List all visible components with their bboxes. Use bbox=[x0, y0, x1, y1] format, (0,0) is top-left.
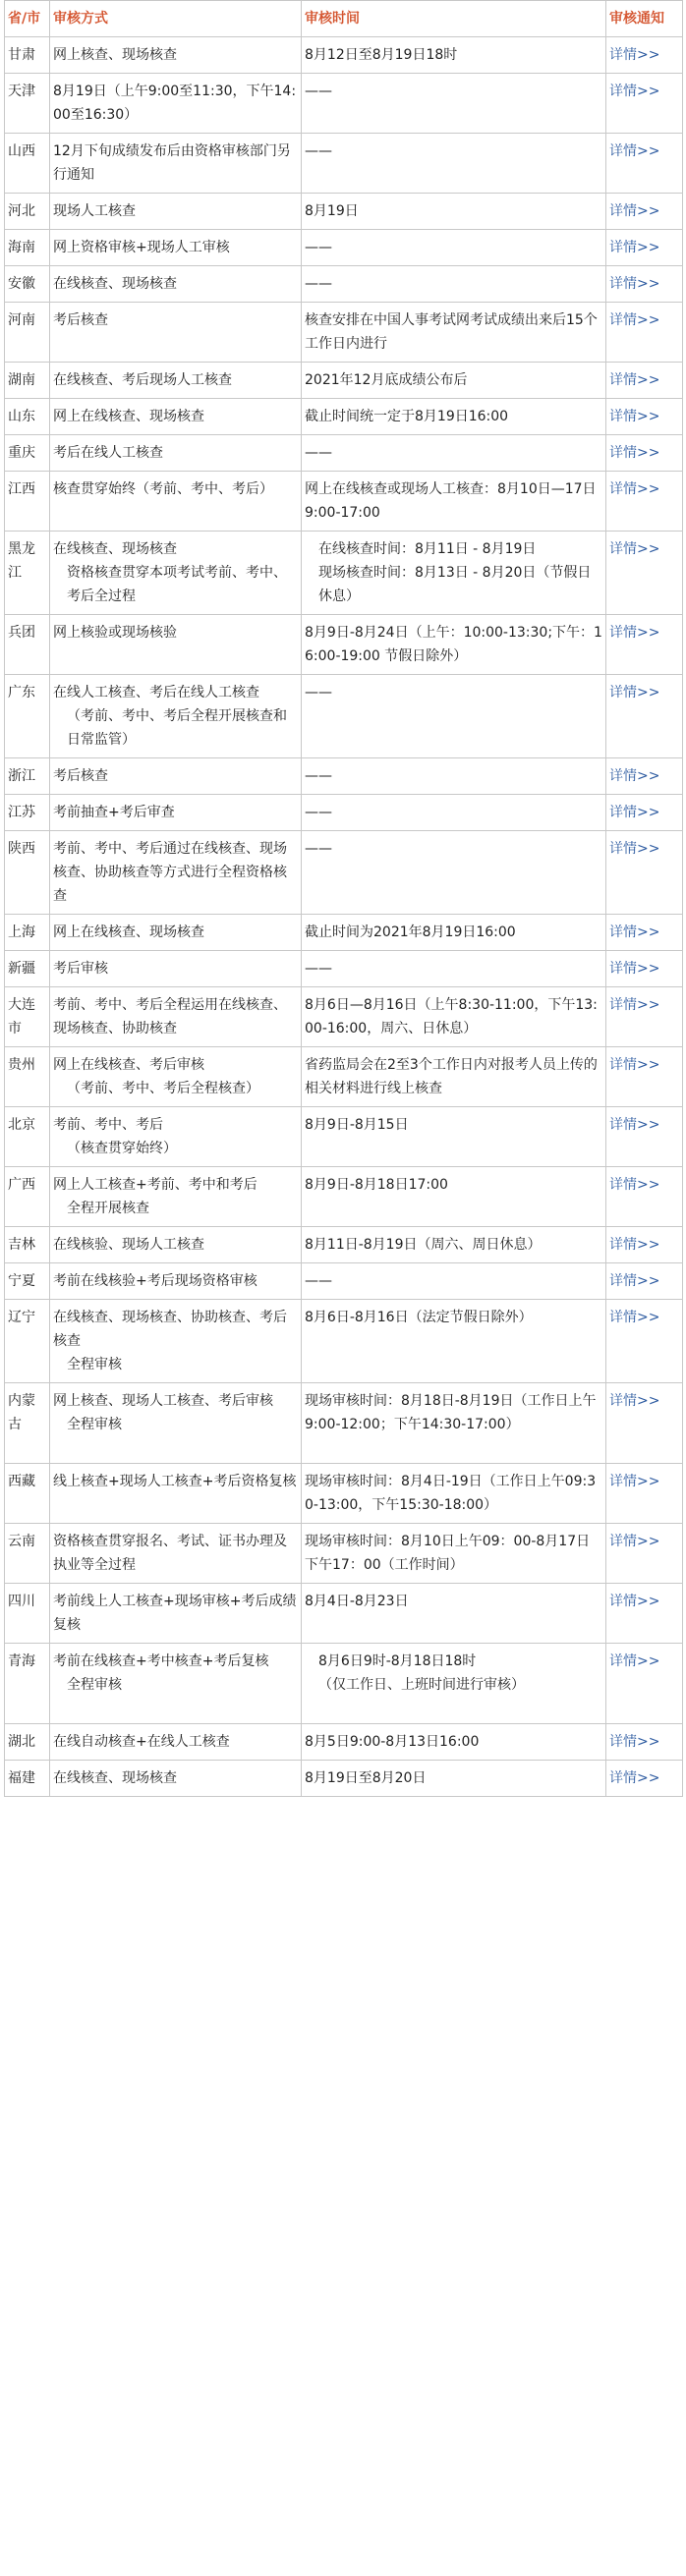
province-cell: 山东 bbox=[5, 399, 50, 435]
time-line: —— bbox=[305, 240, 332, 255]
method-line: （考前、考中、考后全程核查） bbox=[67, 1081, 259, 1096]
time-line: 8月9日-8月15日 bbox=[305, 1117, 409, 1133]
notice-cell bbox=[606, 1227, 683, 1263]
province-cell: 福建 bbox=[5, 1761, 50, 1797]
notice-cell bbox=[606, 230, 683, 266]
time-line: 省药监局会在2至3个工作日内对报考人员上传的相关材料进行线上核查 bbox=[305, 1057, 598, 1096]
time-cell bbox=[302, 951, 606, 987]
details-link[interactable]: 详情>> bbox=[609, 203, 660, 219]
details-link[interactable]: 详情>> bbox=[609, 372, 660, 388]
time-cell bbox=[302, 915, 606, 951]
header-notice: 审核通知 bbox=[606, 1, 683, 37]
details-link[interactable]: 详情>> bbox=[609, 997, 660, 1013]
time-line: —— bbox=[305, 685, 332, 700]
province-cell: 西藏 bbox=[5, 1464, 50, 1524]
province-cell: 青海 bbox=[5, 1644, 50, 1724]
notice-cell bbox=[606, 1167, 683, 1227]
method-line: 网上在线核查、考后审核 bbox=[53, 1057, 204, 1073]
province-cell: 吉林 bbox=[5, 1227, 50, 1263]
province-cell: 云南 bbox=[5, 1524, 50, 1584]
method-line: 网上在线核查、现场核查 bbox=[53, 409, 204, 424]
time-line: 核查安排在中国人事考试网考试成绩出来后15个工作日内进行 bbox=[305, 312, 598, 352]
method-cell bbox=[50, 915, 302, 951]
province-cell: 新疆 bbox=[5, 951, 50, 987]
details-link[interactable]: 详情>> bbox=[609, 312, 660, 328]
time-cell bbox=[302, 1167, 606, 1227]
province-cell: 湖南 bbox=[5, 363, 50, 399]
time-cell bbox=[302, 1724, 606, 1761]
details-link[interactable]: 详情>> bbox=[609, 1594, 660, 1609]
time-cell bbox=[302, 532, 606, 615]
table-row bbox=[5, 134, 683, 194]
time-cell bbox=[302, 615, 606, 675]
province-cell: 天津 bbox=[5, 74, 50, 134]
notice-cell bbox=[606, 266, 683, 303]
time-line: 8月9日-8月24日（上午：10:00-13:30;下午：16:00-19:00 节假日除外） bbox=[305, 625, 602, 664]
method-line: 在线核查、考后现场人工核查 bbox=[53, 372, 232, 388]
time-cell bbox=[302, 1383, 606, 1464]
method-line: 在线核查、现场核查 bbox=[53, 1770, 177, 1786]
details-link[interactable]: 详情>> bbox=[609, 1734, 660, 1750]
table-row bbox=[5, 1167, 683, 1227]
method-line: 8月19日（上午9:00至11:30，下午14:00至16:30） bbox=[53, 84, 297, 123]
province-cell: 江苏 bbox=[5, 795, 50, 831]
method-line: 全程开展核查 bbox=[67, 1201, 149, 1216]
time-line: 现场审核时间：8月18日-8月19日（工作日上午9:00-12:00；下午14:30-17:00） bbox=[305, 1393, 597, 1432]
time-cell bbox=[302, 37, 606, 74]
details-link[interactable]: 详情>> bbox=[609, 240, 660, 255]
table-row bbox=[5, 1644, 683, 1724]
time-line: 现场核查时间：8月13日 - 8月20日（节假日休息） bbox=[318, 565, 592, 604]
method-cell bbox=[50, 1761, 302, 1797]
details-link[interactable]: 详情>> bbox=[609, 625, 660, 641]
province-cell: 黑龙江 bbox=[5, 532, 50, 615]
method-cell bbox=[50, 303, 302, 363]
table-row bbox=[5, 1383, 683, 1464]
method-cell bbox=[50, 194, 302, 230]
table-row bbox=[5, 532, 683, 615]
table-row bbox=[5, 987, 683, 1047]
table-header-row bbox=[5, 1, 683, 37]
notice-cell bbox=[606, 74, 683, 134]
method-line: 网上在线核查、现场核查 bbox=[53, 924, 204, 940]
notice-cell bbox=[606, 831, 683, 915]
table-row bbox=[5, 1047, 683, 1107]
time-cell bbox=[302, 831, 606, 915]
method-cell bbox=[50, 1584, 302, 1644]
province-cell: 兵团 bbox=[5, 615, 50, 675]
details-link[interactable]: 详情>> bbox=[609, 1237, 660, 1253]
method-line: 全程审核 bbox=[67, 1677, 122, 1693]
time-cell bbox=[302, 74, 606, 134]
details-link[interactable]: 详情>> bbox=[609, 276, 660, 292]
province-cell: 山西 bbox=[5, 134, 50, 194]
table-row bbox=[5, 230, 683, 266]
table-row bbox=[5, 1584, 683, 1644]
method-line: 线上核查+现场人工核查+考后资格复核 bbox=[53, 1474, 297, 1489]
details-link[interactable]: 详情>> bbox=[609, 924, 660, 940]
time-cell bbox=[302, 1644, 606, 1724]
table-row bbox=[5, 37, 683, 74]
method-line: 考前、考中、考后全程运用在线核查、现场核查、协助核查 bbox=[53, 997, 287, 1036]
time-line: 网上在线核查或现场人工核查：8月10日—17日9:00-17:00 bbox=[305, 481, 597, 521]
time-line: 8月6日-8月16日（法定节假日除外） bbox=[305, 1310, 533, 1325]
details-link[interactable]: 详情>> bbox=[609, 445, 660, 461]
method-line: 考前在线核查+考中核查+考后复核 bbox=[53, 1653, 269, 1669]
time-line: —— bbox=[305, 84, 332, 99]
method-cell bbox=[50, 1263, 302, 1300]
method-cell bbox=[50, 795, 302, 831]
notice-cell bbox=[606, 194, 683, 230]
method-cell bbox=[50, 363, 302, 399]
method-line: 考前抽查+考后审查 bbox=[53, 805, 175, 820]
notice-cell bbox=[606, 1047, 683, 1107]
method-line: 网上人工核查+考前、考中和考后 bbox=[53, 1177, 257, 1193]
table-row bbox=[5, 831, 683, 915]
details-link[interactable]: 详情>> bbox=[609, 768, 660, 784]
method-cell bbox=[50, 1464, 302, 1524]
time-line: —— bbox=[305, 961, 332, 977]
time-cell bbox=[302, 399, 606, 435]
notice-cell bbox=[606, 1644, 683, 1724]
details-link[interactable]: 详情>> bbox=[609, 1534, 660, 1549]
table-row bbox=[5, 675, 683, 758]
table-row bbox=[5, 758, 683, 795]
method-line: （考前、考中、考后全程开展核查和日常监管） bbox=[67, 708, 287, 748]
time-line: 在线核查时间：8月11日 - 8月19日 bbox=[318, 541, 537, 557]
notice-cell bbox=[606, 675, 683, 758]
method-line: 在线人工核查、考后在线人工核查 bbox=[53, 685, 259, 700]
time-line: 8月11日-8月19日（周六、周日休息） bbox=[305, 1237, 542, 1253]
details-link[interactable]: 详情>> bbox=[609, 805, 660, 820]
table-row bbox=[5, 1464, 683, 1524]
table-row bbox=[5, 1227, 683, 1263]
method-cell bbox=[50, 74, 302, 134]
details-link[interactable]: 详情>> bbox=[609, 1117, 660, 1133]
province-cell: 内蒙古 bbox=[5, 1383, 50, 1464]
notice-cell bbox=[606, 758, 683, 795]
table-row bbox=[5, 266, 683, 303]
province-cell: 贵州 bbox=[5, 1047, 50, 1107]
method-cell bbox=[50, 1167, 302, 1227]
details-link[interactable]: 详情>> bbox=[609, 1310, 660, 1325]
time-cell bbox=[302, 1263, 606, 1300]
method-line: 考后核查 bbox=[53, 768, 108, 784]
method-cell bbox=[50, 435, 302, 472]
method-cell bbox=[50, 987, 302, 1047]
notice-cell bbox=[606, 134, 683, 194]
time-cell bbox=[302, 230, 606, 266]
details-link[interactable]: 详情>> bbox=[609, 47, 660, 63]
method-line: 在线核验、现场人工核查 bbox=[53, 1237, 204, 1253]
time-cell bbox=[302, 435, 606, 472]
time-cell bbox=[302, 1300, 606, 1383]
table-row bbox=[5, 915, 683, 951]
table-row bbox=[5, 399, 683, 435]
method-line: 在线自动核查+在线人工核查 bbox=[53, 1734, 230, 1750]
time-line: —— bbox=[305, 1273, 332, 1289]
province-cell: 上海 bbox=[5, 915, 50, 951]
method-line: 网上核查、现场核查 bbox=[53, 47, 177, 63]
time-cell bbox=[302, 758, 606, 795]
time-cell bbox=[302, 194, 606, 230]
method-cell bbox=[50, 399, 302, 435]
notice-cell bbox=[606, 1464, 683, 1524]
details-link[interactable]: 详情>> bbox=[609, 685, 660, 700]
time-line: （仅工作日、上班时间进行审核） bbox=[318, 1677, 525, 1693]
method-line: 资格核查贯穿本项考试考前、考中、考后全过程 bbox=[67, 565, 287, 604]
notice-cell bbox=[606, 987, 683, 1047]
details-link[interactable]: 详情>> bbox=[609, 1273, 660, 1289]
province-cell: 辽宁 bbox=[5, 1300, 50, 1383]
method-line: 网上核验或现场核验 bbox=[53, 625, 177, 641]
method-cell bbox=[50, 1107, 302, 1167]
time-line: —— bbox=[305, 841, 332, 857]
table-row bbox=[5, 1107, 683, 1167]
method-line: 全程审核 bbox=[67, 1357, 122, 1372]
method-line: 12月下旬成绩发布后由资格审核部门另行通知 bbox=[53, 143, 291, 183]
details-link[interactable]: 详情>> bbox=[609, 1474, 660, 1489]
notice-cell bbox=[606, 615, 683, 675]
method-line: 考前、考中、考后通过在线核查、现场核查、协助核查等方式进行全程资格核查 bbox=[53, 841, 287, 904]
time-cell bbox=[302, 1524, 606, 1584]
time-cell bbox=[302, 134, 606, 194]
table-row bbox=[5, 951, 683, 987]
province-cell: 浙江 bbox=[5, 758, 50, 795]
details-link[interactable]: 详情>> bbox=[609, 1653, 660, 1669]
header-method: 审核方式 bbox=[50, 1, 302, 37]
time-line: 现场审核时间：8月4日-19日（工作日上午09:30-13:00，下午15:30-18:00） bbox=[305, 1474, 597, 1513]
time-cell bbox=[302, 1464, 606, 1524]
notice-cell bbox=[606, 1724, 683, 1761]
details-link[interactable]: 详情>> bbox=[609, 1177, 660, 1193]
method-cell bbox=[50, 1383, 302, 1464]
details-link[interactable]: 详情>> bbox=[609, 841, 660, 857]
table-row bbox=[5, 363, 683, 399]
province-cell: 陕西 bbox=[5, 831, 50, 915]
time-cell bbox=[302, 266, 606, 303]
time-line: 8月6日—8月16日（上午8:30-11:00，下午13:00-16:00，周六、日休息） bbox=[305, 997, 598, 1036]
notice-cell bbox=[606, 532, 683, 615]
province-cell: 河北 bbox=[5, 194, 50, 230]
method-cell bbox=[50, 831, 302, 915]
notice-cell bbox=[606, 399, 683, 435]
notice-cell bbox=[606, 435, 683, 472]
table-row bbox=[5, 1761, 683, 1797]
time-line: 2021年12月底成绩公布后 bbox=[305, 372, 468, 388]
time-line: 8月12日至8月19日18时 bbox=[305, 47, 458, 63]
table-row bbox=[5, 303, 683, 363]
notice-cell bbox=[606, 1263, 683, 1300]
time-cell bbox=[302, 987, 606, 1047]
table-row bbox=[5, 1263, 683, 1300]
time-line: 8月5日9:00-8月13日16:00 bbox=[305, 1734, 480, 1750]
province-cell: 广西 bbox=[5, 1167, 50, 1227]
notice-cell bbox=[606, 951, 683, 987]
method-cell bbox=[50, 1724, 302, 1761]
method-cell bbox=[50, 758, 302, 795]
notice-cell bbox=[606, 1761, 683, 1797]
notice-cell bbox=[606, 915, 683, 951]
time-line: 截止时间统一定于8月19日16:00 bbox=[305, 409, 509, 424]
time-line: —— bbox=[305, 276, 332, 292]
method-line: 核查贯穿始终（考前、考中、考后） bbox=[53, 481, 273, 497]
notice-cell bbox=[606, 1584, 683, 1644]
time-cell bbox=[302, 363, 606, 399]
method-line: 在线核查、现场核查 bbox=[53, 276, 177, 292]
method-cell bbox=[50, 230, 302, 266]
table-body bbox=[5, 37, 683, 1797]
time-line: —— bbox=[305, 143, 332, 159]
method-line: 考后审核 bbox=[53, 961, 108, 977]
method-line: 全程审核 bbox=[67, 1417, 122, 1432]
table-row bbox=[5, 472, 683, 532]
method-line: 考后核查 bbox=[53, 312, 108, 328]
table-row bbox=[5, 435, 683, 472]
method-cell bbox=[50, 1047, 302, 1107]
notice-cell bbox=[606, 795, 683, 831]
method-cell bbox=[50, 675, 302, 758]
notice-cell bbox=[606, 363, 683, 399]
method-line: 考前线上人工核查+现场审核+考后成绩复核 bbox=[53, 1594, 297, 1633]
time-cell bbox=[302, 1227, 606, 1263]
province-cell: 河南 bbox=[5, 303, 50, 363]
province-cell: 北京 bbox=[5, 1107, 50, 1167]
table-row bbox=[5, 194, 683, 230]
method-cell bbox=[50, 1524, 302, 1584]
province-cell: 湖北 bbox=[5, 1724, 50, 1761]
province-cell: 海南 bbox=[5, 230, 50, 266]
time-cell bbox=[302, 1584, 606, 1644]
province-cell: 四川 bbox=[5, 1584, 50, 1644]
table-row bbox=[5, 1724, 683, 1761]
table-row bbox=[5, 1524, 683, 1584]
time-cell bbox=[302, 472, 606, 532]
details-link[interactable]: 详情>> bbox=[609, 1393, 660, 1409]
details-link[interactable]: 详情>> bbox=[609, 409, 660, 424]
method-line: 考后在线人工核查 bbox=[53, 445, 163, 461]
province-cell: 江西 bbox=[5, 472, 50, 532]
notice-cell bbox=[606, 472, 683, 532]
method-line: 网上资格审核+现场人工审核 bbox=[53, 240, 230, 255]
method-cell bbox=[50, 472, 302, 532]
method-cell bbox=[50, 1644, 302, 1724]
method-cell bbox=[50, 532, 302, 615]
method-line: 资格核查贯穿报名、考试、证书办理及执业等全过程 bbox=[53, 1534, 287, 1573]
table-row bbox=[5, 795, 683, 831]
notice-cell bbox=[606, 303, 683, 363]
province-cell: 重庆 bbox=[5, 435, 50, 472]
method-cell bbox=[50, 951, 302, 987]
method-line: 现场人工核查 bbox=[53, 203, 136, 219]
method-line: 网上核查、现场人工核查、考后审核 bbox=[53, 1393, 273, 1409]
header-time: 审核时间 bbox=[302, 1, 606, 37]
table-row bbox=[5, 615, 683, 675]
method-cell bbox=[50, 266, 302, 303]
time-line: —— bbox=[305, 445, 332, 461]
method-cell bbox=[50, 615, 302, 675]
time-cell bbox=[302, 303, 606, 363]
details-link[interactable]: 详情>> bbox=[609, 84, 660, 99]
time-line: —— bbox=[305, 805, 332, 820]
province-cell: 大连市 bbox=[5, 987, 50, 1047]
time-cell bbox=[302, 675, 606, 758]
details-link[interactable]: 详情>> bbox=[609, 961, 660, 977]
time-cell bbox=[302, 1761, 606, 1797]
time-line: 8月4日-8月23日 bbox=[305, 1594, 409, 1609]
province-cell: 宁夏 bbox=[5, 1263, 50, 1300]
time-line: —— bbox=[305, 768, 332, 784]
method-cell bbox=[50, 1300, 302, 1383]
time-cell bbox=[302, 795, 606, 831]
method-line: 考前、考中、考后 bbox=[53, 1117, 163, 1133]
time-line: 现场审核时间：8月10日上午09：00-8月17日下午17：00（工作时间） bbox=[305, 1534, 591, 1573]
notice-cell bbox=[606, 37, 683, 74]
time-cell bbox=[302, 1107, 606, 1167]
time-line: 8月19日 bbox=[305, 203, 359, 219]
details-link[interactable]: 详情>> bbox=[609, 1057, 660, 1073]
province-cell: 安徽 bbox=[5, 266, 50, 303]
details-link[interactable]: 详情>> bbox=[609, 541, 660, 557]
table-row bbox=[5, 74, 683, 134]
province-cell: 甘肃 bbox=[5, 37, 50, 74]
time-line: 8月6日9时-8月18日18时 bbox=[318, 1653, 477, 1669]
details-link[interactable]: 详情>> bbox=[609, 481, 660, 497]
province-cell: 广东 bbox=[5, 675, 50, 758]
method-line: （核查贯穿始终） bbox=[67, 1141, 177, 1156]
time-line: 8月19日至8月20日 bbox=[305, 1770, 427, 1786]
details-link[interactable]: 详情>> bbox=[609, 143, 660, 159]
method-cell bbox=[50, 37, 302, 74]
header-province: 省/市 bbox=[5, 1, 50, 37]
method-line: 考前在线核验+考后现场资格审核 bbox=[53, 1273, 257, 1289]
details-link[interactable]: 详情>> bbox=[609, 1770, 660, 1786]
method-cell bbox=[50, 134, 302, 194]
audit-schedule-table bbox=[4, 0, 683, 1797]
time-line: 截止时间为2021年8月19日16:00 bbox=[305, 924, 516, 940]
notice-cell bbox=[606, 1300, 683, 1383]
notice-cell bbox=[606, 1383, 683, 1464]
notice-cell bbox=[606, 1107, 683, 1167]
table-row bbox=[5, 1300, 683, 1383]
method-line: 在线核查、现场核查 bbox=[53, 541, 177, 557]
method-cell bbox=[50, 1227, 302, 1263]
method-line: 在线核查、现场核查、协助核查、考后核查 bbox=[53, 1310, 287, 1349]
time-line: 8月9日-8月18日17:00 bbox=[305, 1177, 448, 1193]
time-cell bbox=[302, 1047, 606, 1107]
notice-cell bbox=[606, 1524, 683, 1584]
